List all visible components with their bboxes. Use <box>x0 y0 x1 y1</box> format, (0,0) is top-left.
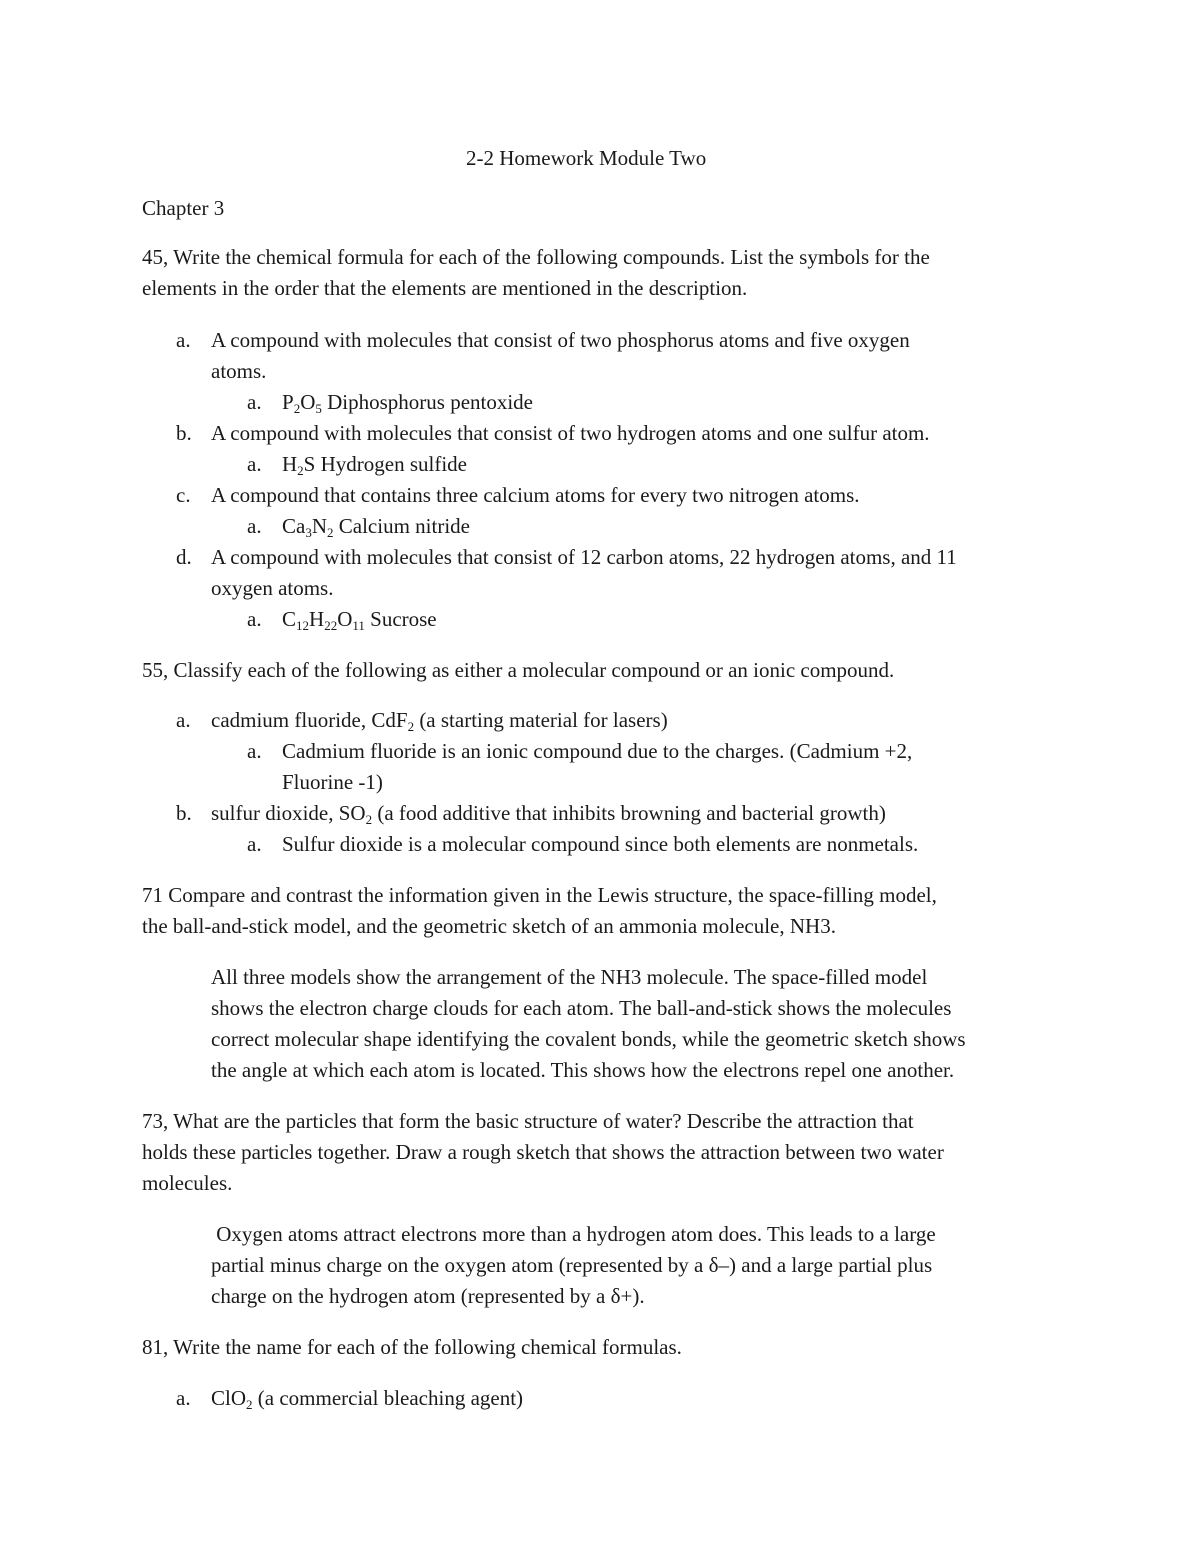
q45-item-d-text-2: oxygen atoms. <box>211 576 334 600</box>
q45-item-c-text-1: A compound that contains three calcium atoms for every two nitrogen atoms. <box>211 483 860 507</box>
q71-prompt-line-2: the ball-and-stick model, and the geometric sketch of an ammonia molecule, NH3. <box>142 914 836 938</box>
q55-item-a-text: cadmium fluoride, CdF$_2$ (a starting material for lasers) <box>211 708 668 734</box>
q45-item-d-marker: d. <box>176 545 192 569</box>
page-title: 2-2 Homework Module Two <box>466 146 707 170</box>
q45-item-d-answer: $C_{12}H_{22}O_{11}$ Sucrose <box>282 607 437 633</box>
q71-answer-line-4: the angle at which each atom is located. This shows how the electrons repel one another. <box>211 1058 955 1082</box>
q45-item-c-answer-marker: a. <box>247 514 262 538</box>
q55-item-b-marker: b. <box>176 801 192 825</box>
q45-item-c-answer: $Ca_3N_2$ Calcium nitride <box>282 514 470 540</box>
q45-item-c-marker: c. <box>176 483 191 507</box>
q71-prompt-line-1: 71 Compare and contrast the information given in the Lewis structure, the space-filling model, <box>142 883 937 907</box>
q55-item-a-answer-2: Fluorine -1) <box>282 770 383 794</box>
q81-item-a-marker: a. <box>176 1386 191 1410</box>
q71-answer-line-3: correct molecular shape identifying the covalent bonds, while the geometric sketch shows <box>211 1027 966 1051</box>
q45-item-a-answer-marker: a. <box>247 390 262 414</box>
q45-prompt-line-2: elements in the order that the elements are mentioned in the description. <box>142 276 748 300</box>
q45-item-a-answer: $P_2O_5$ Diphosphorus pentoxide <box>282 390 534 416</box>
q45-item-a-text-2: atoms. <box>211 359 267 383</box>
q81-item-a-text: ClO$_2$ (a commercial bleaching agent) <box>211 1386 524 1412</box>
q45-item-a-marker: a. <box>176 328 191 352</box>
q73-answer-line-3: charge on the hydrogen atom (represented by a δ+). <box>211 1284 645 1308</box>
q45-item-b-answer-marker: a. <box>247 452 262 476</box>
q45-item-d-answer-marker: a. <box>247 607 262 631</box>
q55-item-b-answer-1: Sulfur dioxide is a molecular compound since both elements are nonmetals. <box>282 832 919 856</box>
chapter-heading: Chapter 3 <box>142 196 225 220</box>
q55-item-b-answer-marker: a. <box>247 832 262 856</box>
q45-item-d-text-1: A compound with molecules that consist of 12 carbon atoms, 22 hydrogen atoms, and 11 <box>211 545 957 569</box>
q45-item-b-marker: b. <box>176 421 192 445</box>
q55-prompt: 55, Classify each of the following as either a molecular compound or an ionic compound. <box>142 658 895 682</box>
q81-prompt: 81, Write the name for each of the following chemical formulas. <box>142 1335 682 1359</box>
q55-item-a-answer-1: Cadmium fluoride is an ionic compound due to the charges. (Cadmium +2, <box>282 739 913 763</box>
q55-item-a-answer-marker: a. <box>247 739 262 763</box>
q73-prompt-line-3: molecules. <box>142 1171 233 1195</box>
q45-item-b-text-1: A compound with molecules that consist of two hydrogen atoms and one sulfur atom. <box>211 421 930 445</box>
q73-prompt-line-1: 73, What are the particles that form the basic structure of water? Describe the attraction that <box>142 1109 914 1133</box>
q73-answer-line-2: partial minus charge on the oxygen atom (represented by a δ–) and a large partial plus <box>211 1253 933 1277</box>
q71-answer-line-2: shows the electron charge clouds for each atom. The ball-and-stick shows the molecules <box>211 996 952 1020</box>
q45-prompt-line-1: 45, Write the chemical formula for each of the following compounds. List the symbols for the <box>142 245 930 269</box>
q73-answer-line-1: Oxygen atoms attract electrons more than a hydrogen atom does. This leads to a large <box>211 1222 936 1246</box>
q55-item-a-marker: a. <box>176 708 191 732</box>
q45-item-a-text-1: A compound with molecules that consist of two phosphorus atoms and five oxygen <box>211 328 910 352</box>
q73-prompt-line-2: holds these particles together. Draw a rough sketch that shows the attraction between two water <box>142 1140 944 1164</box>
q55-item-b-text: sulfur dioxide, $SO_2$ (a food additive that inhibits browning and bacterial growth) <box>211 801 886 827</box>
q45-item-b-answer: $H_2S$ Hydrogen sulfide <box>282 452 467 478</box>
q71-answer-line-1: All three models show the arrangement of the NH3 molecule. The space-filled model <box>211 965 928 989</box>
